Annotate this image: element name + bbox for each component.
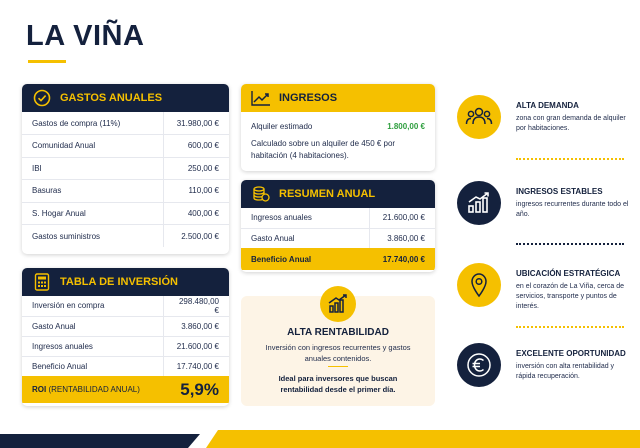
table-row [22, 316, 229, 336]
resumen-total-value: 17.740,00 € [382, 254, 425, 264]
row-label: Basuras [22, 180, 163, 203]
trend-line-icon [251, 88, 271, 108]
table-row [22, 296, 229, 316]
ingresos-amount: 1.800,00 € [387, 122, 425, 131]
title-underline [28, 60, 66, 63]
feature-divider [516, 158, 624, 160]
divider [328, 366, 348, 367]
resumen-total-label: Beneficio Anual [251, 254, 312, 264]
resumen-anual-header [241, 180, 435, 208]
row-value: 31.980,00 € [163, 112, 229, 135]
row-label: Ingresos anuales [22, 336, 163, 356]
row-label: Inversión en compra [22, 296, 163, 316]
table-row [22, 225, 229, 248]
row-label: S. Hogar Anual [22, 202, 163, 225]
rentabilidad-ideal: Ideal para inversores que buscan rentabilidad desde el primer día. [278, 374, 398, 394]
tabla-inversion-header [22, 268, 229, 296]
resumen-anual-title: RESUMEN ANUAL [279, 188, 376, 200]
bar-growth-icon [320, 286, 356, 322]
inversion-table [22, 296, 229, 376]
feature-desc: en el corazón de La Viña, cerca de servicios, transporte y puntos de interés. [516, 283, 625, 310]
people-group-icon [457, 95, 501, 139]
row-value: 3.860,00 € [163, 316, 229, 336]
gastos-anuales-card [22, 84, 229, 254]
alta-rentabilidad-panel [241, 296, 435, 406]
ingresos-desc: Calculado sobre un alquiler de 450 € por habitación (4 habitaciones). [251, 139, 396, 160]
row-value: 250,00 € [163, 157, 229, 180]
feature-title: EXCELENTE OPORTUNIDAD [516, 349, 626, 358]
feature-title: UBICACIÓN ESTRATÉGICA [516, 269, 621, 278]
gastos-anuales-header [22, 84, 229, 112]
tabla-inversion-title: TABLA DE INVERSIÓN [60, 276, 178, 288]
table-row [22, 202, 229, 225]
tabla-inversion-card [22, 268, 229, 406]
row-value: 21.600,00 € [163, 336, 229, 356]
roi-row [22, 376, 229, 403]
row-value: 298.480,00 € [163, 296, 229, 316]
gastos-table [22, 112, 229, 247]
row-value: 2.500,00 € [163, 225, 229, 248]
page-title: LA VIÑA [26, 20, 145, 52]
table-row [22, 356, 229, 376]
row-label: Ingresos anuales [241, 208, 369, 228]
calculator-icon [32, 272, 52, 292]
row-label: Gastos suministros [32, 231, 101, 241]
roi-value: 5,9% [180, 379, 219, 399]
row-value: 21.600,00 € [369, 208, 435, 228]
row-label: IBI [22, 157, 163, 180]
footer-navy-stripe [0, 434, 200, 448]
table-row [241, 208, 435, 228]
table-row [241, 228, 435, 248]
euro-icon [457, 343, 501, 387]
ingresos-body [241, 112, 435, 171]
resumen-anual-card [241, 180, 435, 272]
feature-title: INGRESOS ESTABLES [516, 187, 603, 196]
roi-label-strong: ROI [32, 385, 47, 394]
rentabilidad-title: ALTA RENTABILIDAD [287, 327, 389, 338]
ingresos-header [241, 84, 435, 112]
table-row [22, 157, 229, 180]
feature-desc: ingresos recurrentes durante todo el año. [516, 201, 629, 218]
ingresos-title: INGRESOS [279, 92, 338, 104]
feature-desc: inversión con alta rentabilidad y rápida recuperación. [516, 363, 615, 380]
feature-divider [516, 243, 624, 245]
row-value: 3.860,00 € [369, 228, 435, 248]
rentabilidad-desc: Inversión con ingresos recurrentes y gastos anuales contenidos. [265, 343, 411, 363]
row-label: Beneficio Anual [32, 361, 88, 371]
row-value: 400,00 € [163, 202, 229, 225]
row-value: 600,00 € [163, 135, 229, 158]
roi-label [32, 385, 140, 394]
resumen-total-row [241, 248, 435, 270]
feature-title: ALTA DEMANDA [516, 101, 579, 110]
table-row [22, 180, 229, 203]
location-pin-icon [457, 263, 501, 307]
footer-stripes [0, 426, 640, 448]
check-circle-icon [32, 88, 52, 108]
coins-icon [251, 184, 271, 204]
feature-desc: zona con gran demanda de alquiler por habitaciones. [516, 115, 626, 132]
ingresos-card [241, 84, 435, 171]
table-row [22, 336, 229, 356]
feature-divider [516, 326, 624, 328]
table-row [22, 112, 229, 135]
rising-chart-icon [457, 181, 501, 225]
row-label: Gasto Anual [251, 233, 295, 243]
row-value: 110,00 € [163, 180, 229, 203]
ingresos-line [251, 122, 425, 131]
table-row [22, 135, 229, 158]
row-label: Comunidad Anual [22, 135, 163, 158]
row-value: 17.740,00 € [163, 356, 229, 376]
row-label: Gasto Anual [22, 316, 163, 336]
resumen-table [241, 208, 435, 248]
gastos-anuales-title: GASTOS ANUALES [60, 92, 163, 104]
ingresos-label: Alquiler estimado [251, 122, 313, 131]
roi-label-sub: (RENTABILIDAD ANUAL) [48, 385, 140, 394]
footer-yellow-stripe [206, 430, 640, 448]
row-label: Gastos de compra (11%) [22, 112, 163, 135]
